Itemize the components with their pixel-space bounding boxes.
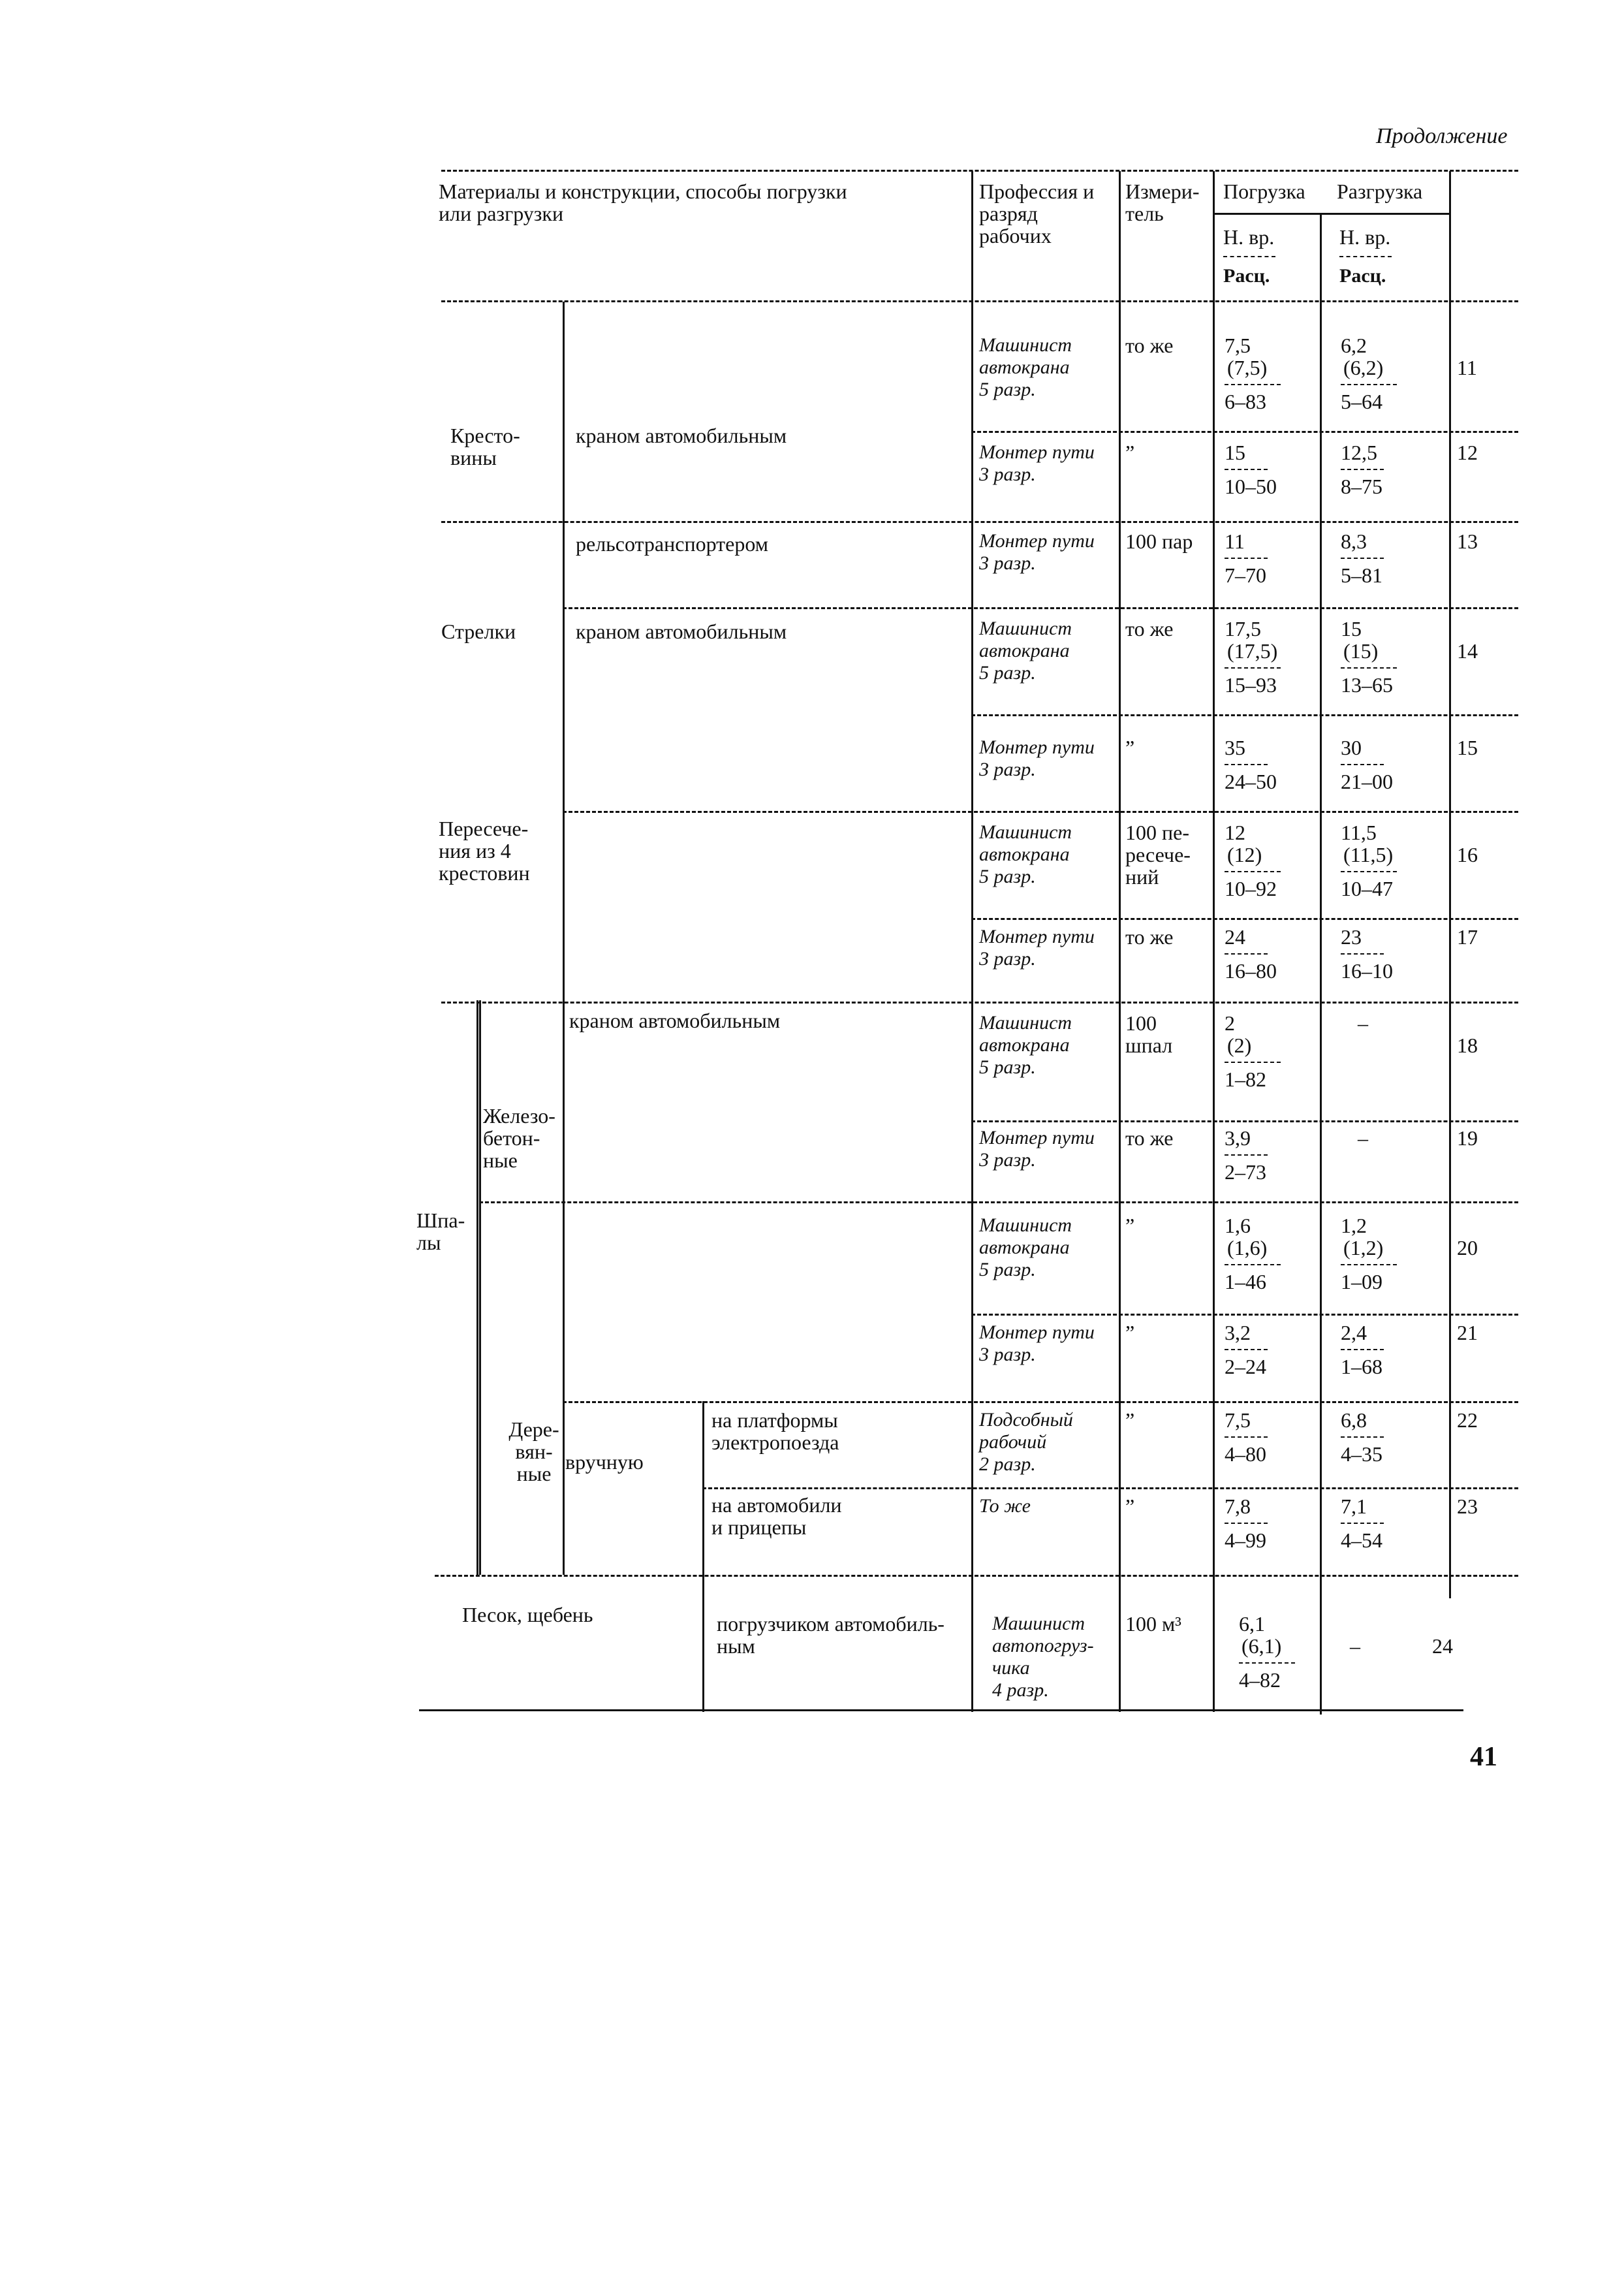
meter-line: 100 пар: [1125, 530, 1193, 553]
header-fraction-line: [1339, 256, 1392, 257]
rule-row: [441, 521, 1518, 523]
unloading-norm-line: (11,5): [1343, 843, 1394, 866]
method-to-cars-line: и прицепы: [711, 1515, 807, 1539]
row-number: 17: [1457, 925, 1478, 949]
header-materials-line: Материалы и конструкции, способы погрузки: [439, 180, 847, 203]
meter-line: ”: [1125, 1494, 1135, 1518]
group-intersections-line: Пересече-: [439, 817, 529, 840]
rule-row: [435, 1575, 1518, 1577]
loading-rate: 6–83: [1225, 390, 1266, 413]
unloading-fraction-line: [1341, 469, 1384, 470]
profession-line: рабочий: [979, 1431, 1047, 1453]
unloading-fraction-line: [1341, 953, 1384, 955]
loading-rate: 1–82: [1225, 1067, 1266, 1091]
unloading-norm-line: –: [1358, 1011, 1368, 1035]
meter-line: то же: [1125, 925, 1174, 949]
loading-norm-line: 3,9: [1225, 1126, 1251, 1150]
header-profession-line: рабочих: [979, 224, 1052, 247]
profession-line: То же: [979, 1495, 1031, 1517]
page-number: 41: [1470, 1742, 1497, 1772]
loading-rate: 2–73: [1225, 1160, 1266, 1184]
profession-line: автокрана: [979, 844, 1070, 865]
header-profession-line: разряд: [979, 202, 1038, 225]
unloading-rate: 4–54: [1341, 1528, 1382, 1552]
loading-rate: 7–70: [1225, 563, 1266, 587]
loading-fraction-line: [1225, 667, 1281, 669]
group-wooden-line: Дере-: [508, 1417, 559, 1441]
loading-norm-line: 6,1: [1239, 1612, 1265, 1636]
rule-subheader: [1213, 213, 1450, 215]
row-number: 21: [1457, 1321, 1478, 1344]
row-number: 20: [1457, 1236, 1478, 1259]
group-intersections-line: крестовин: [439, 861, 530, 885]
method-loader-line: ным: [717, 1634, 755, 1658]
rule-row: [563, 811, 1518, 813]
unloading-norm-line: 7,1: [1341, 1494, 1367, 1518]
rule-row: [702, 1487, 1518, 1489]
profession-line: Монтер пути: [979, 926, 1095, 947]
unloading-rate: 5–64: [1341, 390, 1382, 413]
loading-norm-line: (17,5): [1227, 639, 1278, 663]
profession-line: Машинист: [979, 334, 1072, 356]
rule-bottom: [419, 1709, 1463, 1711]
loading-rate: 10–92: [1225, 877, 1277, 900]
group-intersections: [439, 817, 530, 884]
group-concrete-line: бетон-: [483, 1126, 540, 1150]
rule-row: [971, 714, 1518, 716]
loading-rate: 1–46: [1225, 1270, 1266, 1293]
group-crossings: [450, 424, 520, 469]
profession-line: Подсобный: [979, 1409, 1073, 1431]
header-fraction-line: [1223, 256, 1275, 257]
rule-vertical: [1119, 171, 1121, 1712]
header-meter-line: тель: [1125, 202, 1164, 225]
method-to-cars: [711, 1494, 842, 1538]
header-unloading: Разгрузка: [1337, 180, 1423, 203]
unloading-fraction-line: [1341, 1264, 1397, 1265]
profession-line: автокрана: [979, 1237, 1070, 1258]
loading-fraction-line: [1225, 764, 1268, 765]
loading-fraction-line: [1225, 871, 1281, 872]
unloading-rate: 5–81: [1341, 563, 1382, 587]
profession-line: автокрана: [979, 1034, 1070, 1056]
loading-rate: 24–50: [1225, 770, 1277, 793]
profession-line: Машинист: [992, 1613, 1085, 1634]
unloading-rate: 4–35: [1341, 1442, 1382, 1466]
meter-line: ”: [1125, 1321, 1135, 1344]
profession-line: автокрана: [979, 356, 1070, 378]
method-to-platforms-line: на платформы: [711, 1408, 838, 1432]
loading-fraction-line: [1225, 1062, 1281, 1063]
profession-line: 3 разр.: [979, 1149, 1036, 1171]
loading-fraction-line: [1239, 1662, 1295, 1664]
meter-line: ресече-: [1125, 843, 1191, 866]
meter-line: ”: [1125, 441, 1135, 464]
loading-norm-line: 15: [1225, 441, 1245, 464]
loading-rate: 15–93: [1225, 673, 1277, 697]
unloading-fraction-line: [1341, 1349, 1384, 1350]
profession-line: 3 разр.: [979, 552, 1036, 574]
profession-line: 5 разр.: [979, 379, 1036, 400]
unloading-norm-line: 6,2: [1341, 334, 1367, 357]
rule-row: [971, 1120, 1518, 1122]
header-loading: Погрузка: [1223, 180, 1305, 203]
row-number: 19: [1457, 1126, 1478, 1150]
profession-line: чика: [992, 1657, 1030, 1679]
loading-rate: 4–82: [1239, 1668, 1281, 1692]
unloading-fraction-line: [1341, 764, 1384, 765]
unloading-norm-line: 1,2: [1341, 1214, 1367, 1237]
header-unloading-rate: Расц.: [1339, 265, 1386, 287]
profession-line: Монтер пути: [979, 441, 1095, 463]
unloading-fraction-line: [1341, 871, 1397, 872]
profession-line: 3 разр.: [979, 1344, 1036, 1365]
loading-fraction-line: [1225, 1154, 1268, 1156]
unloading-norm-line: –: [1358, 1126, 1368, 1150]
profession-line: 3 разр.: [979, 464, 1036, 485]
meter-line: 100 пе-: [1125, 821, 1189, 844]
loading-fraction-line: [1225, 953, 1268, 955]
unloading-norm-line: (1,2): [1343, 1236, 1384, 1259]
loading-norm-line: (2): [1227, 1034, 1252, 1057]
rule-row: [971, 431, 1518, 433]
profession-line: 5 разр.: [979, 1056, 1036, 1078]
loading-rate: 16–80: [1225, 959, 1277, 983]
loading-norm-line: 11: [1225, 530, 1245, 553]
loading-rate: 10–50: [1225, 475, 1277, 498]
loading-rate: 4–80: [1225, 1442, 1266, 1466]
header-profession: [979, 180, 1094, 247]
loading-norm-line: 12: [1225, 821, 1245, 844]
unloading-norm-line: (6,2): [1343, 356, 1384, 379]
loading-norm-line: 7,8: [1225, 1494, 1251, 1518]
method-to-cars-line: на автомобили: [711, 1493, 842, 1517]
row-number: 13: [1457, 530, 1478, 553]
meter-line: то же: [1125, 334, 1174, 357]
rule-vertical: [702, 1401, 704, 1712]
rule-vertical: [1213, 171, 1215, 1712]
unloading-rate: 10–47: [1341, 877, 1393, 900]
meter-line: то же: [1125, 1126, 1174, 1150]
loading-norm-line: 7,5: [1225, 334, 1251, 357]
rule-vertical: [479, 1000, 481, 1575]
unloading-fraction-line: [1341, 384, 1397, 385]
unloading-norm-line: 11,5: [1341, 821, 1377, 844]
header-loading-rate: Расц.: [1223, 265, 1270, 287]
unloading-fraction-line: [1341, 1436, 1384, 1438]
row-number: 15: [1457, 736, 1478, 759]
continuation-label: Продолжение: [1376, 124, 1508, 148]
profession-line: Машинист: [979, 1214, 1072, 1236]
unloading-fraction-line: [1341, 667, 1397, 669]
row-number: 12: [1457, 441, 1478, 464]
group-wooden: [508, 1418, 560, 1485]
profession-line: Машинист: [979, 618, 1072, 639]
method-to-platforms-line: электропоезда: [711, 1431, 839, 1454]
meter-line: то же: [1125, 617, 1174, 640]
row-number: 24: [1432, 1634, 1453, 1658]
rule-vertical: [563, 302, 565, 1575]
row-number: 14: [1457, 639, 1478, 663]
unloading-fraction-line: [1341, 558, 1384, 559]
unloading-norm-line: 15: [1341, 617, 1362, 640]
rule-vertical: [1449, 171, 1451, 1598]
profession-line: 5 разр.: [979, 866, 1036, 887]
profession-line: Машинист: [979, 1012, 1072, 1034]
header-loading-norm: Н. вр.: [1223, 225, 1275, 249]
unloading-rate: 8–75: [1341, 475, 1382, 498]
loading-norm-line: 7,5: [1225, 1408, 1251, 1432]
rule-row: [971, 918, 1518, 920]
loading-norm-line: (7,5): [1227, 356, 1268, 379]
loading-fraction-line: [1225, 1436, 1268, 1438]
unloading-norm-line: –: [1350, 1634, 1360, 1658]
loading-norm-line: 17,5: [1225, 617, 1261, 640]
meter-line: 100: [1125, 1011, 1157, 1035]
header-profession-line: Профессия и: [979, 180, 1095, 203]
unloading-norm-line: 6,8: [1341, 1408, 1367, 1432]
group-wooden-line: ные: [516, 1462, 552, 1485]
rule-row: [563, 607, 1518, 609]
method-loader-line: погрузчиком автомобиль-: [717, 1612, 945, 1636]
loading-fraction-line: [1225, 1264, 1281, 1265]
loading-norm-line: 3,2: [1225, 1321, 1251, 1344]
row-number: 23: [1457, 1494, 1478, 1518]
loading-norm-line: 35: [1225, 736, 1245, 759]
profession-line: 3 разр.: [979, 759, 1036, 780]
header-unloading-norm: Н. вр.: [1339, 225, 1391, 249]
header-meter-line: Измери-: [1125, 180, 1200, 203]
profession-line: 5 разр.: [979, 662, 1036, 684]
meter-line: ний: [1125, 865, 1159, 889]
group-wooden-line: вян-: [515, 1440, 553, 1463]
loading-norm-line: (1,6): [1227, 1236, 1268, 1259]
profession-line: Монтер пути: [979, 1127, 1095, 1148]
meter-line: ”: [1125, 1408, 1135, 1432]
group-sand: Песок, щебень: [462, 1603, 593, 1626]
loading-fraction-line: [1225, 1349, 1268, 1350]
method-truck-crane: краном автомобильным: [576, 620, 787, 643]
profession-line: Машинист: [979, 821, 1072, 843]
profession-line: автопогруз-: [992, 1635, 1094, 1656]
profession-line: автокрана: [979, 640, 1070, 661]
rule-vertical: [971, 171, 973, 1712]
method-manual: вручную: [565, 1450, 644, 1474]
method-rail-transporter: рельсотранспортером: [576, 532, 768, 556]
meter-line: 100 м³: [1125, 1612, 1181, 1636]
header-materials-line: или разгрузки: [439, 202, 564, 225]
rule-row: [441, 1002, 1518, 1004]
group-sleepers-line: Шпа-: [416, 1209, 465, 1232]
profession-line: Монтер пути: [979, 530, 1095, 552]
loading-norm-line: 1,6: [1225, 1214, 1251, 1237]
row-number: 22: [1457, 1408, 1478, 1432]
group-switches: Стрелки: [441, 620, 516, 643]
profession-line: Монтер пути: [979, 736, 1095, 758]
loading-fraction-line: [1225, 384, 1281, 385]
unloading-norm-line: 30: [1341, 736, 1362, 759]
unloading-rate: 16–10: [1341, 959, 1393, 983]
method-to-platforms: [711, 1409, 839, 1453]
loading-fraction-line: [1225, 469, 1268, 470]
group-sleepers-line: лы: [416, 1231, 441, 1254]
loading-norm-line: 2: [1225, 1011, 1235, 1035]
profession-line: 4 разр.: [992, 1679, 1049, 1701]
unloading-rate: 1–09: [1341, 1270, 1382, 1293]
group-crossings-line: Кресто-: [450, 424, 520, 447]
header-meter: [1125, 180, 1200, 225]
loading-fraction-line: [1225, 558, 1268, 559]
header-materials: [439, 180, 847, 225]
method-truck-crane: краном автомобильным: [576, 424, 787, 447]
profession-line: 2 разр.: [979, 1453, 1036, 1475]
row-number: 18: [1457, 1034, 1478, 1057]
group-concrete-line: Железо-: [483, 1104, 555, 1128]
rule-top: [441, 170, 1518, 172]
rule-row: [563, 1401, 1518, 1403]
meter-line: ”: [1125, 736, 1135, 759]
rule-row: [971, 1314, 1518, 1316]
group-crossings-line: вины: [450, 446, 497, 469]
method-truck-crane: краном автомобильным: [569, 1009, 781, 1032]
unloading-norm-line: (15): [1343, 639, 1379, 663]
rule-row: [479, 1201, 1518, 1203]
method-loader: [717, 1613, 945, 1657]
loading-rate: 4–99: [1225, 1528, 1266, 1552]
profession-line: 3 разр.: [979, 948, 1036, 970]
unloading-norm-line: 23: [1341, 925, 1362, 949]
unloading-rate: 21–00: [1341, 770, 1393, 793]
meter-line: ”: [1125, 1214, 1135, 1237]
row-number: 16: [1457, 843, 1478, 866]
profession-line: 5 разр.: [979, 1259, 1036, 1280]
unloading-rate: 13–65: [1341, 673, 1393, 697]
profession-line: Монтер пути: [979, 1321, 1095, 1343]
unloading-norm-line: 12,5: [1341, 441, 1377, 464]
loading-fraction-line: [1225, 1523, 1268, 1524]
unloading-norm-line: 2,4: [1341, 1321, 1367, 1344]
row-number: 11: [1457, 356, 1477, 379]
rule-header-bottom: [441, 300, 1518, 302]
rule-vertical: [1320, 213, 1322, 1715]
loading-norm-line: 24: [1225, 925, 1245, 949]
unloading-fraction-line: [1341, 1523, 1384, 1524]
loading-rate: 2–24: [1225, 1355, 1266, 1378]
group-intersections-line: ния из 4: [439, 839, 511, 862]
meter-line: шпал: [1125, 1034, 1173, 1057]
unloading-norm-line: 8,3: [1341, 530, 1367, 553]
loading-norm-line: (12): [1227, 843, 1262, 866]
group-concrete: [483, 1105, 555, 1171]
unloading-rate: 1–68: [1341, 1355, 1382, 1378]
group-sleepers: [416, 1209, 465, 1254]
loading-norm-line: (6,1): [1241, 1634, 1282, 1658]
group-concrete-line: ные: [483, 1148, 518, 1172]
rule-vertical: [476, 1000, 478, 1575]
